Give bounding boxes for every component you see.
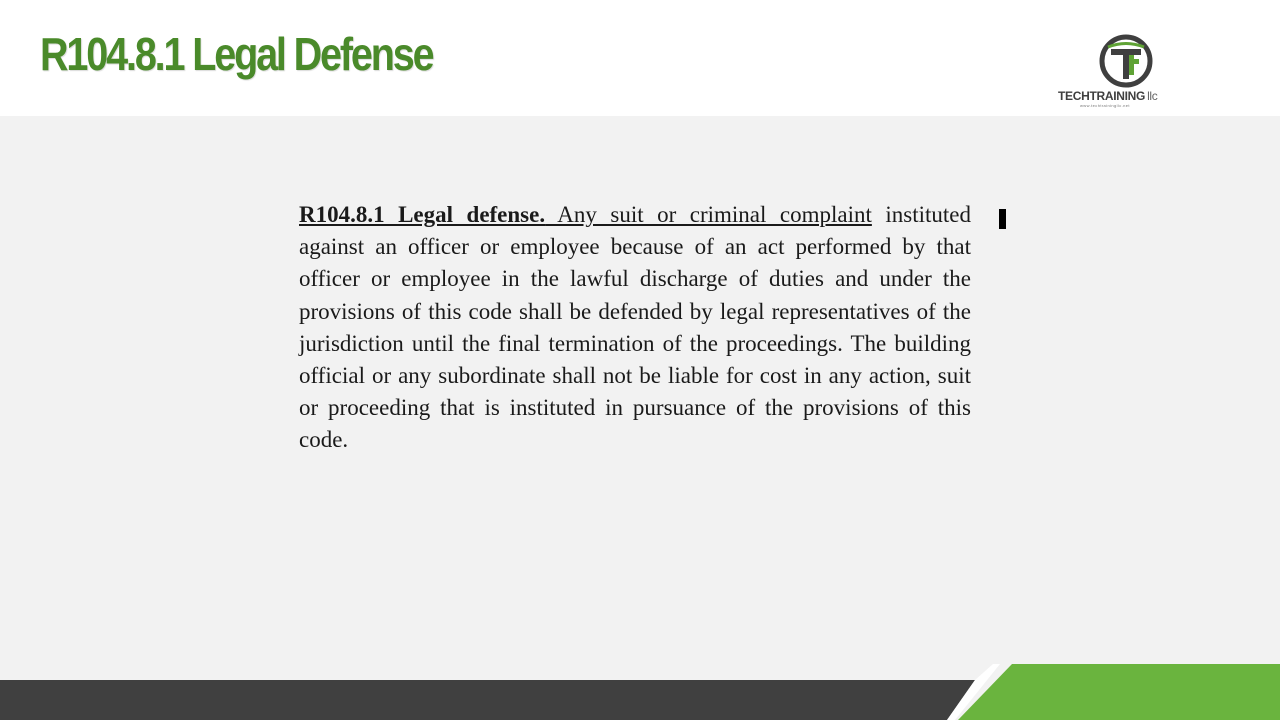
logo-url: www.techtrainingllc.net — [1080, 103, 1130, 108]
section-heading: R104.8.1 Legal defense. — [299, 202, 546, 227]
footer-dark-band — [0, 680, 975, 720]
section-body: instituted against an officer or employee because of an act performed by that officer or employee in the lawful discharge of duties and under the provisions of this code shall be defended by legal representatives of the jurisdiction until the final termination of the proceedings. The building official or any subordinate shall not be liable for cost in any action, suit or proceeding that is instituted in pursuance of the provisions of this code. — [299, 202, 971, 453]
slide-header — [0, 0, 1280, 116]
logo-wordmark — [1058, 89, 1158, 103]
slide-title: R104.8.1 Legal Defense — [40, 28, 433, 80]
company-logo — [1050, 34, 1202, 110]
tf-monogram-icon — [1099, 34, 1153, 88]
footer-green-band — [958, 664, 1280, 720]
logo-name: TECHTRAINING — [1058, 89, 1146, 103]
text-cursor-icon — [999, 209, 1006, 229]
code-section-text — [299, 199, 971, 457]
footer-band — [0, 664, 1280, 720]
first-line-text: Any suit or criminal complaint — [545, 202, 872, 227]
first-line — [299, 202, 872, 227]
logo-suffix: llc — [1147, 89, 1158, 103]
